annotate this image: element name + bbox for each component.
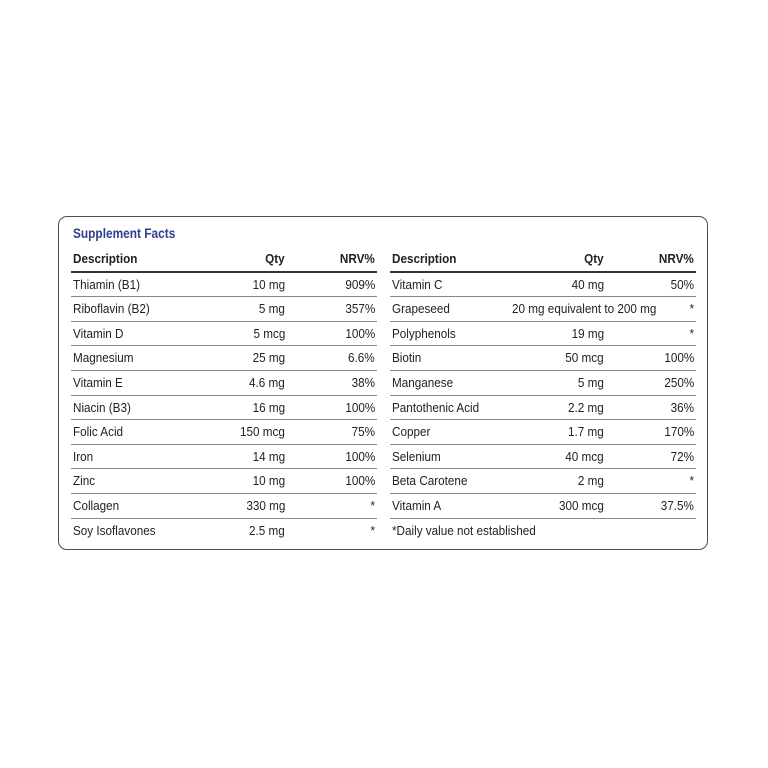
table-header: [390, 247, 696, 273]
table-row: [71, 297, 377, 322]
row-qty: 330 mg: [245, 497, 285, 513]
header-qty: Qty: [265, 251, 285, 266]
row-qty: 5 mg: [258, 301, 285, 317]
row-qty: 16 mg: [252, 399, 285, 415]
table-row: [71, 346, 377, 371]
row-qty: 10 mg: [252, 473, 285, 489]
row-description: Magnesium: [73, 350, 134, 366]
table-row: [390, 420, 696, 445]
row-qty: 5 mg: [577, 374, 604, 390]
row-description: Polyphenols: [392, 325, 456, 341]
row-nrv: 75%: [351, 424, 375, 440]
row-nrv: 100%: [345, 325, 375, 341]
row-nrv: 100%: [345, 399, 375, 415]
row-description: Biotin: [392, 350, 422, 366]
row-qty: 5 mcg: [253, 325, 285, 341]
row-description: Copper: [392, 424, 431, 440]
table-row: [390, 469, 696, 494]
row-nrv: *: [370, 522, 375, 538]
header-nrv: NRV%: [659, 251, 694, 266]
row-nrv: *: [689, 473, 694, 489]
header-description: Description: [392, 251, 457, 266]
row-nrv: 72%: [670, 448, 694, 464]
row-qty: 150 mcg: [240, 424, 285, 440]
row-nrv: 250%: [664, 374, 694, 390]
left-table: [71, 247, 377, 542]
table-row: [390, 371, 696, 396]
row-description: Pantothenic Acid: [392, 399, 480, 415]
row-description: Folic Acid: [73, 424, 124, 440]
row-nrv: *: [689, 301, 694, 317]
row-description: Iron: [73, 448, 94, 464]
row-qty: 1.7 mg: [568, 424, 604, 440]
row-qty: 4.6 mg: [249, 374, 285, 390]
table-row: [390, 297, 696, 322]
table-row: [390, 273, 696, 298]
row-description: Vitamin D: [73, 325, 124, 341]
footnote: *Daily value not established: [392, 522, 536, 538]
row-nrv: 909%: [345, 276, 375, 292]
panel-title: Supplement Facts: [73, 226, 176, 241]
row-nrv: 36%: [670, 399, 694, 415]
header-qty: Qty: [584, 251, 604, 266]
row-qty: 14 mg: [252, 448, 285, 464]
row-nrv: 6.6%: [348, 350, 375, 366]
header-nrv: NRV%: [340, 251, 375, 266]
table-row: [390, 494, 696, 519]
table-row: [390, 346, 696, 371]
supplement-facts-panel: [58, 216, 708, 550]
table-row: [71, 273, 377, 298]
row-qty: 2.5 mg: [249, 522, 285, 538]
table-row: [71, 519, 377, 543]
row-qty: 19 mg: [571, 325, 604, 341]
row-qty: 20 mg equivalent to 200 mg: [511, 301, 656, 317]
row-nrv: 170%: [664, 424, 694, 440]
row-nrv: 38%: [351, 374, 375, 390]
footnote-row: [390, 519, 696, 543]
row-nrv: 100%: [345, 448, 375, 464]
row-qty: 2 mg: [577, 473, 604, 489]
table-row: [71, 371, 377, 396]
row-description: Grapeseed: [392, 301, 450, 317]
row-qty: 10 mg: [252, 276, 285, 292]
row-nrv: 100%: [664, 350, 694, 366]
row-description: Beta Carotene: [392, 473, 468, 489]
row-nrv: *: [689, 325, 694, 341]
table-row: [390, 322, 696, 347]
row-description: Zinc: [73, 473, 96, 489]
row-description: Riboflavin (B2): [73, 301, 150, 317]
table-row: [71, 420, 377, 445]
row-nrv: *: [370, 497, 375, 513]
row-description: Selenium: [392, 448, 441, 464]
row-description: Soy Isoflavones: [73, 522, 156, 538]
table-row: [390, 396, 696, 421]
table-row: [390, 445, 696, 470]
row-description: Vitamin C: [392, 276, 443, 292]
row-description: Vitamin E: [73, 374, 123, 390]
row-description: Manganese: [392, 374, 454, 390]
table-header: [71, 247, 377, 273]
table-row: [71, 322, 377, 347]
table-row: [71, 469, 377, 494]
row-description: Collagen: [73, 497, 120, 513]
row-qty: 25 mg: [252, 350, 285, 366]
row-nrv: 50%: [670, 276, 694, 292]
row-description: Thiamin (B1): [73, 276, 140, 292]
table-row: [71, 494, 377, 519]
table-row: [71, 445, 377, 470]
row-nrv: 100%: [345, 473, 375, 489]
right-table: [390, 247, 696, 542]
row-qty: 40 mcg: [565, 448, 604, 464]
row-qty: 50 mcg: [565, 350, 604, 366]
row-description: Niacin (B3): [73, 399, 131, 415]
row-qty: 40 mg: [571, 276, 604, 292]
row-qty: 300 mcg: [559, 497, 604, 513]
row-qty: 2.2 mg: [568, 399, 604, 415]
header-description: Description: [73, 251, 138, 266]
row-nrv: 37.5%: [660, 497, 694, 513]
row-nrv: 357%: [345, 301, 375, 317]
table-row: [71, 396, 377, 421]
row-description: Vitamin A: [392, 497, 442, 513]
